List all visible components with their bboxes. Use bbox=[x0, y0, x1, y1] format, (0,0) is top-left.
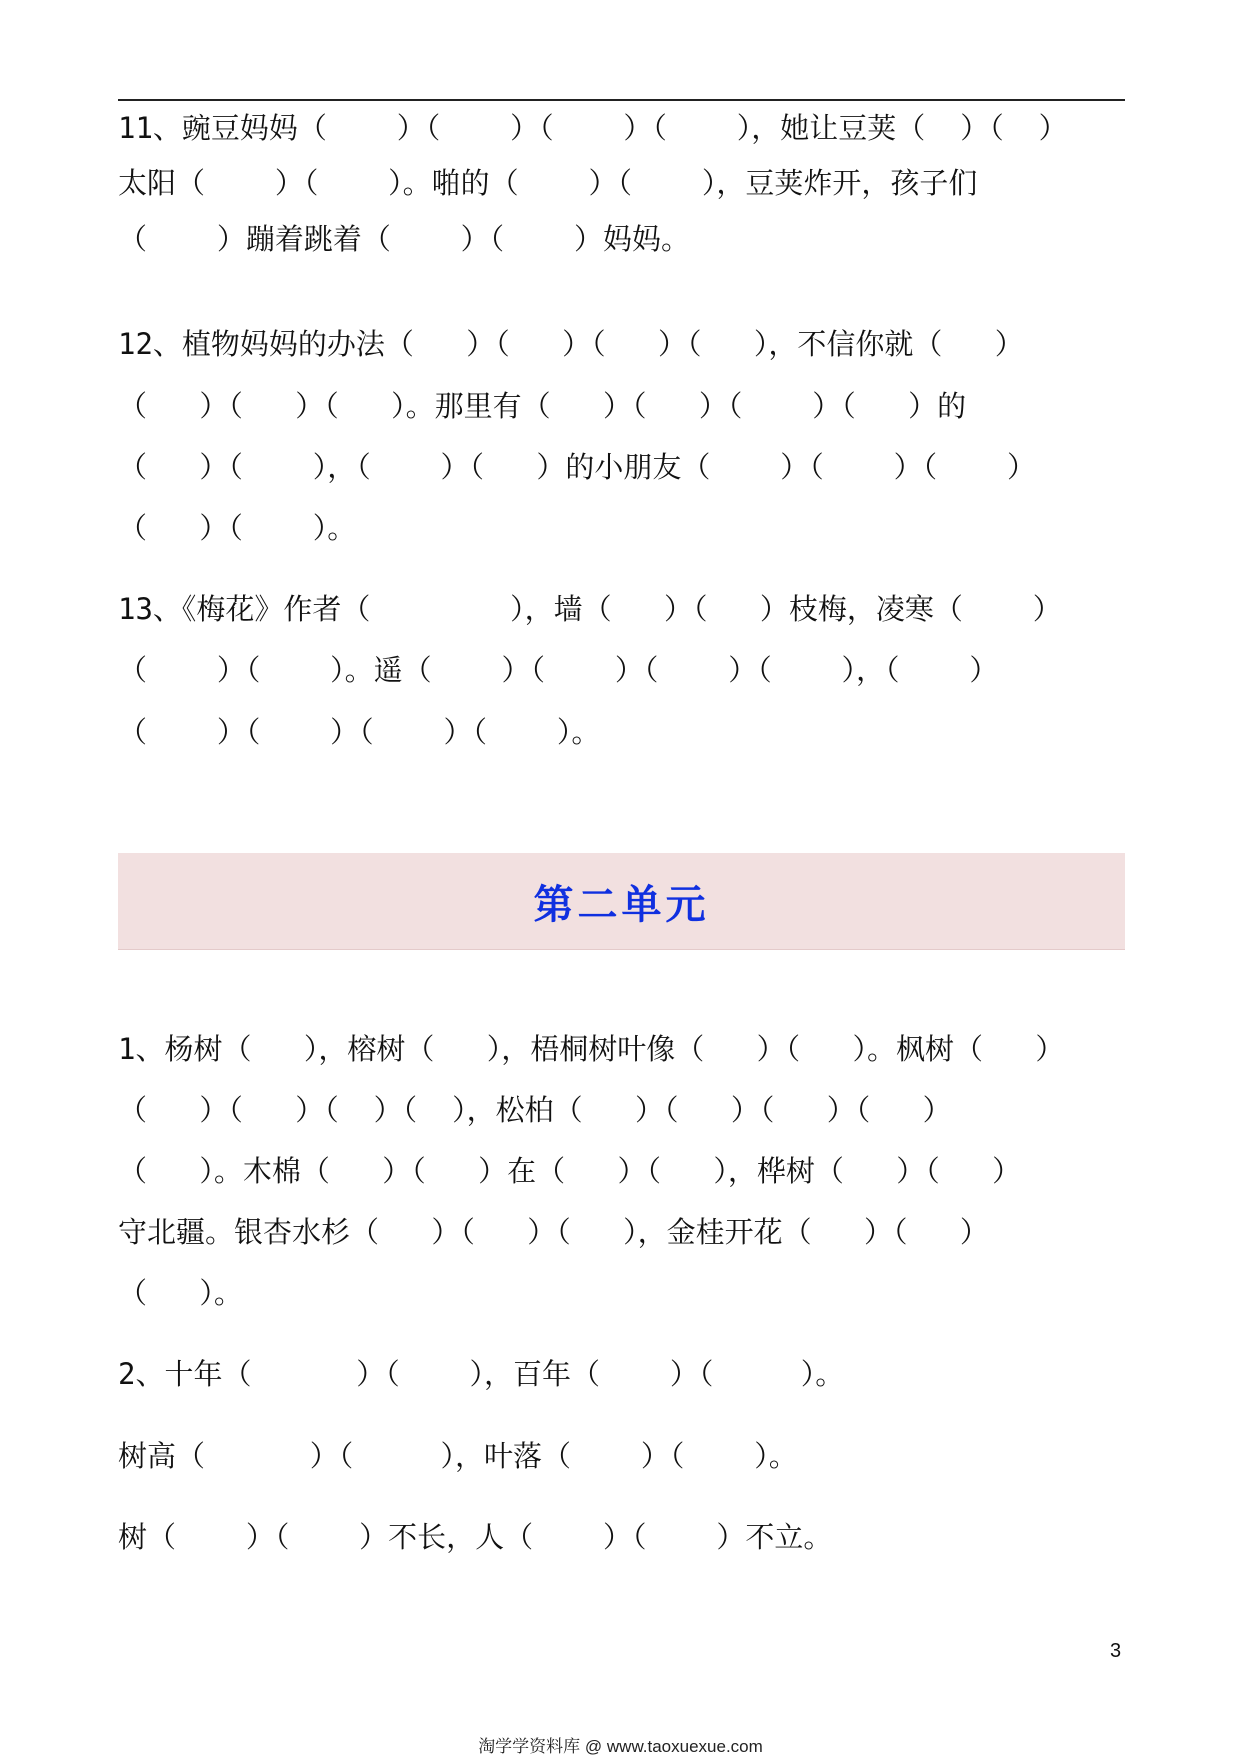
u2-q2-line-1: 2、十年（ ）（ ），百年（ ）（ ）。 bbox=[118, 1357, 845, 1391]
header-rule bbox=[118, 99, 1125, 101]
u2-q1-line-2: （ ）（ ）（ ）（ ），松柏（ ）（ ）（ ）（ ） bbox=[118, 1093, 952, 1127]
q13-line-3: （ ）（ ）（ ）（ ）。 bbox=[118, 715, 601, 749]
u2-q1-line-5: （ ）。 bbox=[118, 1276, 243, 1310]
u2-q1-line-4: 守北疆。银杏水杉（ ）（ ）（ ），金桂开花（ ）（ ） bbox=[118, 1215, 989, 1249]
u2-q1-line-3: （ ）。木棉（ ）（ ）在（ ）（ ），桦树（ ）（ ） bbox=[118, 1154, 1022, 1188]
u2-q2-line-2: 树高（ ）（ ），叶落（ ）（ ）。 bbox=[118, 1439, 798, 1473]
unit-title: 第二单元 bbox=[533, 881, 710, 928]
q11-line-2: 太阳（ ）（ ）。啪的（ ）（ ），豆荚炸开，孩子们 bbox=[118, 166, 978, 200]
q12-line-2: （ ）（ ）（ ）。那里有（ ）（ ）（ ）（ ）的 bbox=[118, 389, 967, 423]
q11-line-3: （ ）蹦着跳着（ ）（ ）妈妈。 bbox=[118, 222, 691, 256]
q11-line-1: 11、豌豆妈妈（ ）（ ）（ ）（ ），她让豆荚（ ）（ ） bbox=[118, 111, 1068, 145]
q12-line-3: （ ）（ ），（ ）（ ）的小朋友（ ）（ ）（ ） bbox=[118, 450, 1036, 484]
q12-line-4: （ ）（ ）。 bbox=[118, 511, 357, 545]
q13-line-1: 13、《梅花》作者（ ），墙（ ）（ ）枝梅，凌寒（ ） bbox=[118, 592, 1062, 626]
u2-q1-line-1: 1、杨树（ ），榕树（ ），梧桐树叶像（ ）（ ）。枫树（ ） bbox=[118, 1032, 1065, 1066]
page-number: 3 bbox=[1110, 1640, 1122, 1662]
q12-line-1: 12、植物妈妈的办法（ ）（ ）（ ）（ ），不信你就（ ） bbox=[118, 327, 1024, 361]
u2-q2-line-3: 树（ ）（ ）不长，人（ ）（ ）不立。 bbox=[118, 1520, 833, 1554]
unit-banner bbox=[118, 853, 1125, 950]
footer-watermark: 淘学学资料库 @ www.taoxuexue.com bbox=[478, 1737, 763, 1756]
q13-line-2: （ ）（ ）。遥（ ）（ ）（ ）（ ），（ ） bbox=[118, 653, 999, 687]
